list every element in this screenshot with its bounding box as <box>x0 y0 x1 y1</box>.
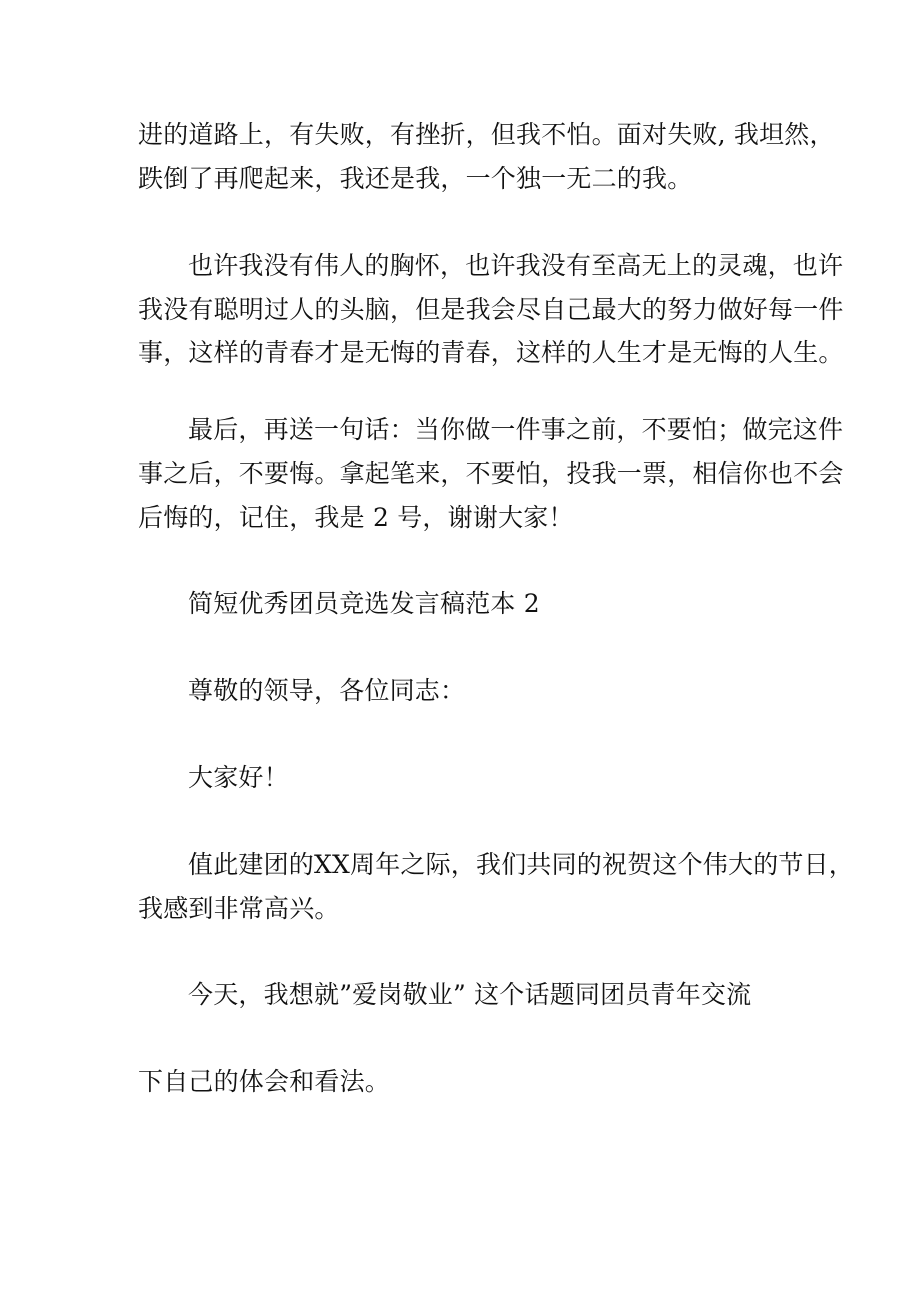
text-line: 进的道路上，有失败，有挫折，但我不怕。面对失败, 我坦然， <box>138 120 835 149</box>
text-line: 跌倒了再爬起来，我还是我，一个独一无二的我。 <box>138 164 693 193</box>
text-line: 下自己的体会和看法。 <box>138 1067 391 1096</box>
text-line: 事，这样的青春才是无悔的青春，这样的人生才是无悔的人生。 <box>138 338 844 367</box>
text-line: 我感到非常高兴。 <box>138 894 340 923</box>
text-line: 事之后，不要悔。拿起笔来，不要怕，投我一票，相信你也不会 <box>138 459 844 488</box>
text-line: 最后，再送一句话：当你做一件事之前，不要怕；做完这件 <box>188 415 844 444</box>
text-line: 后悔的，记住，我是 2 号，谢谢大家！ <box>138 503 574 532</box>
text-line: 我没有聪明过人的头脑，但是我会尽自己最大的努力做好每一件 <box>138 295 844 324</box>
text-line: 今天，我想就”爱岗敬业” 这个话题同团员青年交流 <box>188 980 752 1009</box>
greeting-line: 尊敬的领导，各位同志： <box>188 676 466 705</box>
greeting-line: 大家好！ <box>188 763 289 792</box>
section-heading: 简短优秀团员竞选发言稿范本 2 <box>188 589 540 618</box>
text-line: 也许我没有伟人的胸怀，也许我没有至高无上的灵魂，也许 <box>188 251 844 280</box>
text-line: 值此建团的XX周年之际，我们共同的祝贺这个伟大的节日， <box>188 850 854 879</box>
